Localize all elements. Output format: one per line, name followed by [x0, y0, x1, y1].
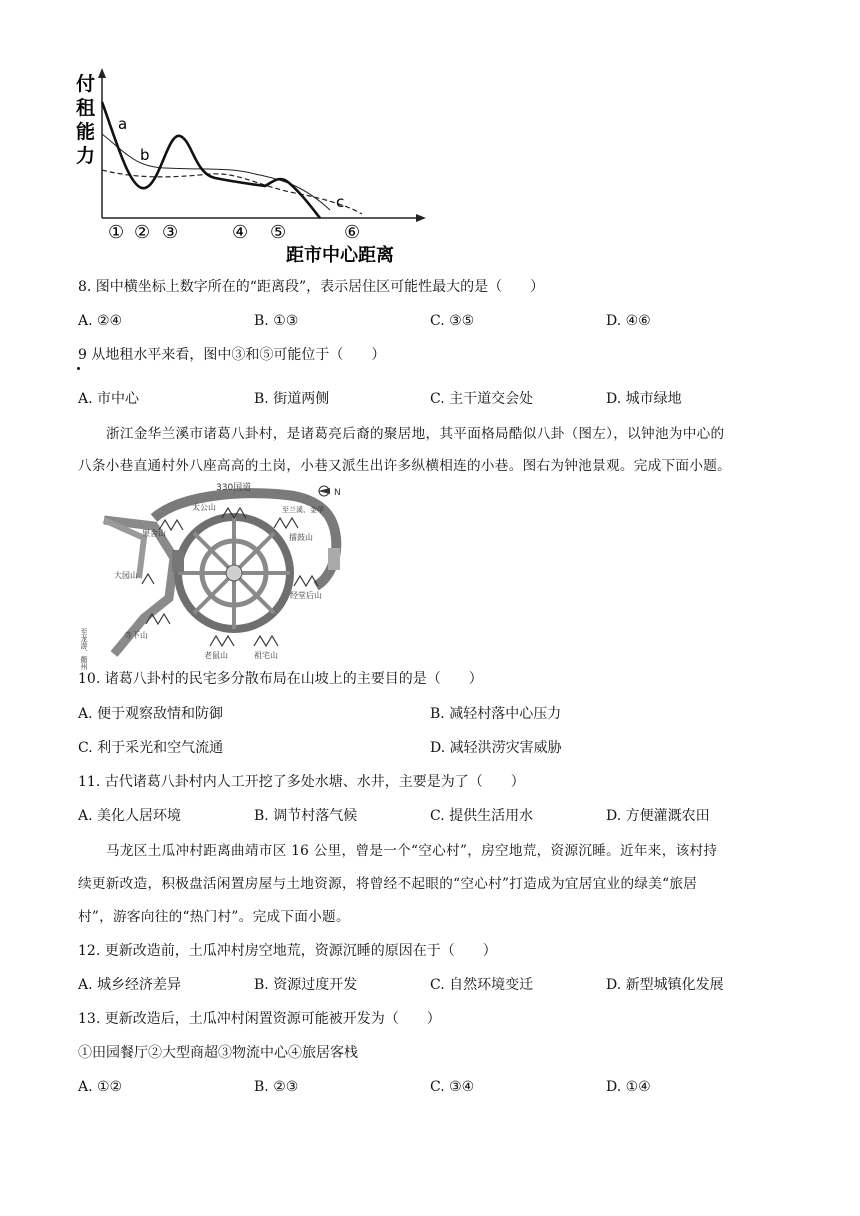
north-arrow-icon	[318, 486, 330, 496]
question-8-stem: 8. 图中横坐标上数字所在的“距离段”，表示居住区可能性最大的是（ ）	[78, 279, 545, 295]
question-9-option-c: C. 主干道交会处	[430, 391, 534, 407]
passage-2-line-1: 马龙区土瓜冲村距离曲靖市区 16 公里，曾是一个“空心村”，房空地荒，资源沉睡。近年来，该村持	[106, 843, 718, 859]
x-tick-2: ②	[134, 222, 151, 243]
map-patch	[172, 550, 184, 572]
bid-rent-chart	[70, 62, 440, 267]
question-13-option-d: D. ①④	[606, 1079, 651, 1095]
question-11-option-a: A. 美化人居环境	[78, 808, 182, 824]
question-11-option-c: C. 提供生活用水	[430, 808, 534, 824]
question-12-option-d: D. 新型城镇化发展	[606, 977, 724, 993]
x-tick-5: ⑤	[270, 222, 287, 243]
y-axis-label-char: 付	[76, 73, 96, 95]
curve-c	[102, 170, 362, 214]
y-axis-label-char: 能	[76, 121, 96, 143]
zhongchi-pond	[226, 565, 242, 581]
map-label-jingtang: 经堂后山	[290, 591, 322, 600]
dot-mark	[77, 367, 80, 370]
y-axis-arrow	[98, 68, 106, 78]
question-8-option-d: D. ④⑥	[606, 313, 651, 329]
question-10-option-b: B. 减轻村落中心压力	[430, 706, 562, 722]
question-11-option-d: D. 方便灌溉农田	[606, 808, 710, 824]
question-9-option-a: A. 市中心	[78, 391, 140, 407]
question-13-option-b: B. ②③	[254, 1079, 299, 1095]
passage-2-line-3: 村”，游客向往的“热门村”。完成下面小题。	[78, 909, 350, 925]
map-label-guoshe: 果舍山	[142, 529, 166, 538]
road-branch	[104, 520, 144, 578]
question-8-option-a: A. ②④	[78, 313, 123, 329]
question-11-option-b: B. 调节村落气候	[254, 808, 358, 824]
question-10-option-c: C. 利于采光和空气流通	[78, 740, 224, 756]
passage-2-line-2: 续更新改造，积极盘活闲置房屋与土地资源，将曾经不起眼的“空心村”打造成为宜居宜业的绿美“旅居	[78, 876, 698, 892]
map-patch	[328, 548, 340, 570]
x-tick-3: ③	[162, 222, 179, 243]
question-12-option-b: B. 资源过度开发	[254, 977, 358, 993]
question-13-sub-items: ①田园餐厅②大型商超③物流中心④旅居客栈	[78, 1045, 358, 1061]
question-13-option-a: A. ①②	[78, 1079, 123, 1095]
x-tick-1: ①	[108, 222, 125, 243]
village-map	[80, 478, 354, 670]
map-label-road: 330国道	[216, 483, 252, 493]
question-12-stem: 12. 更新改造前，土瓜冲村房空地荒，资源沉睡的原因在于（ ）	[78, 943, 497, 959]
map-label-zuzhai: 祖宅山	[254, 651, 278, 660]
x-axis-label: 距市中心距离	[286, 245, 394, 266]
x-tick-6: ⑥	[344, 222, 361, 243]
question-11-stem: 11. 古代诸葛八卦村内人工开挖了多处水塘、水井，主要是为了（ ）	[78, 774, 525, 790]
x-tick-4: ④	[232, 222, 249, 243]
question-10-stem: 10. 诸葛八卦村的民宅多分散布局在山坡上的主要目的是（ ）	[78, 671, 483, 687]
curve-label-c: c	[336, 193, 345, 211]
map-label-leigu: 擂鼓山	[289, 533, 313, 542]
question-9-option-d: D. 城市绿地	[606, 391, 682, 407]
map-label-lanxi: 至兰溪、金华	[282, 506, 324, 514]
question-13-option-c: C. ③④	[430, 1079, 475, 1095]
map-label-dayuan: 大园山	[114, 571, 138, 580]
question-12-option-c: C. 自然环境变迁	[430, 977, 534, 993]
x-axis-arrow	[416, 214, 426, 222]
y-axis-label-char: 租	[76, 97, 96, 119]
question-9-stem: 9 从地租水平来看，图中③和⑤可能位于（ ）	[78, 347, 386, 363]
question-9-option-b: B. 街道两侧	[254, 391, 330, 407]
question-10-option-a: A. 便于观察敌情和防御	[78, 706, 224, 722]
y-axis-label-char: 力	[76, 145, 96, 167]
curve-label-a: a	[118, 115, 128, 133]
map-label-sixia: 寺下山	[124, 631, 148, 640]
question-12-option-a: A. 城乡经济差异	[78, 977, 182, 993]
question-8-option-b: B. ①③	[254, 313, 299, 329]
question-10-option-d: D. 减轻洪涝灾害威胁	[430, 740, 562, 756]
curve-b	[102, 134, 330, 210]
question-8-option-c: C. ③⑤	[430, 313, 475, 329]
passage-1-line-1: 浙江金华兰溪市诸葛八卦村，是诸葛亮后裔的聚居地，其平面格局酷似八卦（图左），以钟池为中心的	[106, 426, 725, 442]
map-label-north: N	[334, 488, 341, 498]
passage-1-line-2: 八条小巷直通村外八座高高的土岗，小巷又派生出许多纵横相连的小巷。图右为钟池景观。完成下面小题。	[78, 458, 732, 474]
map-label-longyou: 至龙游、衢州	[80, 628, 88, 670]
map-label-laoshu: 老鼠山	[204, 651, 228, 660]
question-13-stem: 13. 更新改造后，土瓜冲村闲置资源可能被开发为（ ）	[78, 1011, 441, 1027]
map-label-taigong: 太公山	[192, 503, 216, 512]
curve-label-b: b	[140, 146, 150, 164]
